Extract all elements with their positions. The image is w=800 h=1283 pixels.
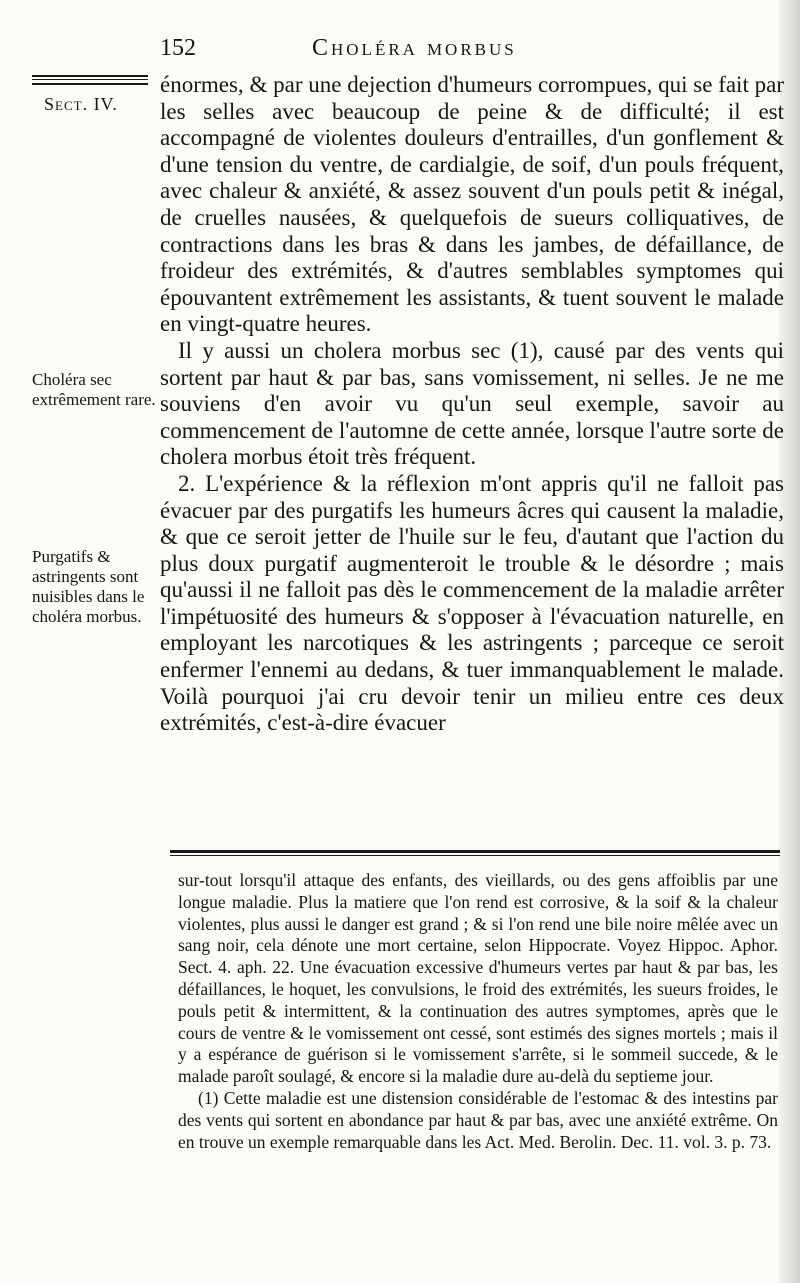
page-number: 152: [160, 35, 196, 61]
margin-rule: [32, 83, 148, 85]
section-marker: Sect. IV.: [44, 94, 118, 114]
running-header: [160, 30, 760, 66]
margin-note-dry-cholera: Choléra sec extrêmement rare.: [32, 370, 156, 409]
margin-rule: [32, 75, 148, 77]
paragraph: 2. L'expérience & la réflexion m'ont appris qu'il ne falloit pas évacuer par des purgatifs les humeurs âcres qui causent la maladie, & que ce seroit jetter de l'huile sur le feu, d'autant que l'action du plus doux purgatif augmenteroit le trouble & le désordre ; mais qu'aussi il ne falloit pas dès le commencement de la maladie arrêter l'impétuosité des humeurs & s'opposer à l'évacuation naturelle, en employant les narcotiques & les astringents ; parceque ce seroit enfermer l'ennemi au dedans, & tuer immanquablement le malade. Voilà pourquoi j'ai cru devoir tenir un milieu entre ces deux extrémités, c'est-à-dire évacuer: [160, 470, 784, 736]
main-text: [160, 72, 784, 737]
footnote-rule: [170, 850, 780, 853]
footnote-rule: [170, 855, 780, 856]
paragraph: énormes, & par une dejection d'humeurs corrompues, qui se fait par les selles avec beaucoup de peine & de difficulté; il est accompagné de violentes douleurs d'entrailles, d'un gonflement & d'une tension du ventre, de cardialgie, de soif, d'un pouls fréquent, avec chaleur & anxiété, & assez souvent d'un pouls petit & inégal, de cruelles nausées, & quelquefois de sueurs colliquatives, de contractions dans les bras & dans les jambes, de défaillance, de froideur des extrémités, & d'autres semblables symptomes qui épouvantent extrêmement les assistants, & tuent souvent le malade en vingt-quatre heures.: [160, 72, 784, 337]
running-title: Choléra morbus: [312, 35, 517, 61]
footnote-1: (1) Cette maladie est une distension considérable de l'estomac & des intestins par des vents qui sortent en abondance par haut & par bas, avec une anxiété extrême. On en trouve un exemple remarquable dans les Act. Med. Berolin. Dec. 11. vol. 3. p. 73.: [178, 1087, 778, 1152]
margin-rule: [32, 79, 148, 80]
footnotes: [178, 870, 778, 1153]
footnote-continued: sur-tout lorsqu'il attaque des enfants, des vieillards, ou des gens affoiblis par une longue maladie. Plus la matiere que l'on rend est corrosive, & la soif & la chaleur violentes, plus aussi le danger est grand ; & si l'on rend une bile noire mêlée avec un sang noir, cela dénote une mort certaine, selon Hippocrate. Voyez Hippoc. Aphor. Sect. 4. aph. 22. Une évacuation excessive d'humeurs vertes par haut & par bas, les défaillances, le hoquet, les convulsions, le froid des extrémités, les sueurs froides, le pouls petit & intermittent, & la continuation des autres symptomes, après que le cours de ventre & le vomissement ont cessé, sont estimés des signes mortels ; mais il y a espérance de guérison si le vomissement s'arrête, si le sommeil succede, & le malade paroît soulagé, & encore si la maladie dure au-delà du septieme jour.: [178, 870, 778, 1087]
margin-note-purgatives: Purgatifs & astringents sont nuisibles dans le choléra morbus.: [32, 547, 145, 626]
paragraph: Il y aussi un cholera morbus sec (1), causé par des vents qui sortent par haut & par bas, sans vomissement, ni selles. Je ne me souviens d'en avoir vu qu'un seul exemple, savoir au commencement de l'automne de cette année, lorsque l'autre sorte de cholera morbus étoit très fréquent.: [160, 337, 784, 470]
